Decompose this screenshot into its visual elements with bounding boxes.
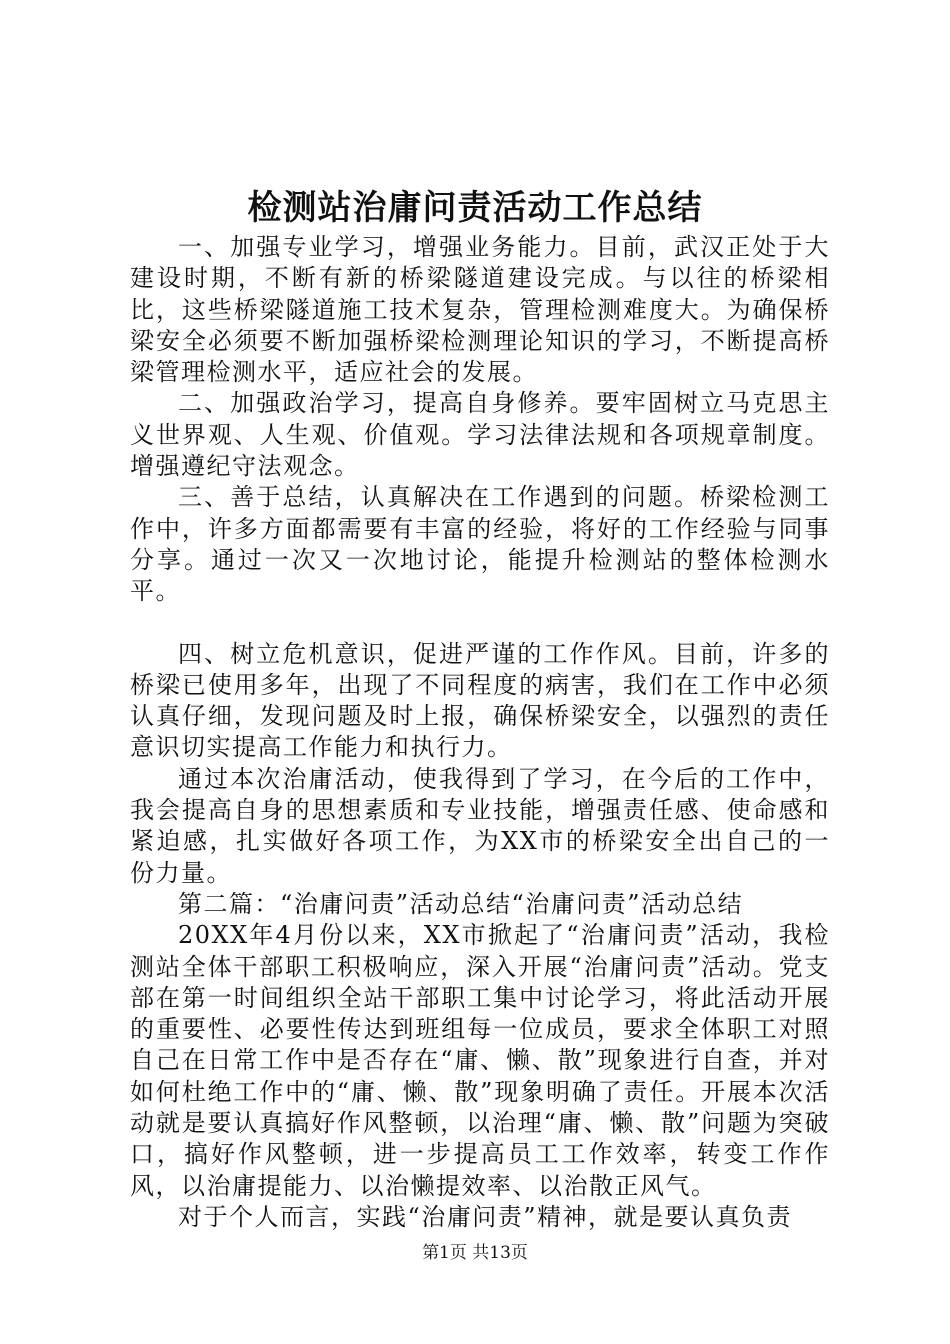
paragraph-spacer	[130, 608, 830, 639]
paragraph-2: 二、加强政治学习，提高自身修养。要牢固树立马克思主义世界观、人生观、价值观。学习法律法规和各项规章制度。增强遵纪守法观念。	[130, 389, 830, 481]
paragraph-7: 对于个人而言，实践“治庸问责”精神，就是要认真负责	[178, 1202, 793, 1231]
paragraph-3: 三、善于总结，认真解决在工作遇到的问题。桥梁检测工作中，许多方面都需要有丰富的经验，将好的工作经验与同事分享。通过一次又一次地讨论，能提升检测站的整体检测水平。	[130, 483, 830, 606]
paragraph-6: 20XX年4月份以来，XX市掀起了“治庸问责”活动，我检测站全体干部职工积极响应，深入开展“治庸问责”活动。党支部在第一时间组织全站干部职工集中讨论学习，将此活动开展的重要性、必要性传达到班组每一位成员，要求全体职工对照自己在日常工作中是否存在“庸、懒、散”现象进行自查，并对如何杜绝工作中的“庸、懒、散”现象明确了责任。开展本次活动就是要认真搞好作风整顿，以治理“庸、懒、散”问题为突破口，搞好作风整顿，进一步提高员工工作效率，转变工作作风，以治庸提能力、以治懒提效率、以治散正风气。	[130, 921, 830, 1200]
page-number-footer: 第1页 共13页	[422, 1243, 528, 1263]
paragraph-4: 四、树立危机意识，促进严谨的工作作风。目前，许多的桥梁已使用多年，出现了不同程度的病害，我们在工作中必须认真仔细，发现问题及时上报，确保桥梁安全，以强烈的责任意识切实提高工作能力和执行力。	[130, 639, 830, 762]
document-title: 检测站治庸问责活动工作总结	[247, 188, 703, 228]
paragraph-1: 一、加强专业学习，增强业务能力。目前，武汉正处于大建设时期，不断有新的桥梁隧道建设完成。与以往的桥梁相比，这些桥梁隧道施工技术复杂，管理检测难度大。为确保桥梁安全必须要不断加强桥梁检测理论知识的学习，不断提高桥梁管理检测水平，适应社会的发展。	[130, 233, 830, 387]
document-body	[130, 232, 830, 1233]
paragraph-5: 通过本次治庸活动，使我得到了学习，在今后的工作中，我会提高自身的思想素质和专业技能，增强责任感、使命感和紧迫感，扎实做好各项工作，为XX市的桥梁安全出自己的一份力量。	[130, 764, 830, 887]
section-heading-part-two: 第二篇：“治庸问责”活动总结“治庸问责”活动总结	[178, 889, 744, 918]
